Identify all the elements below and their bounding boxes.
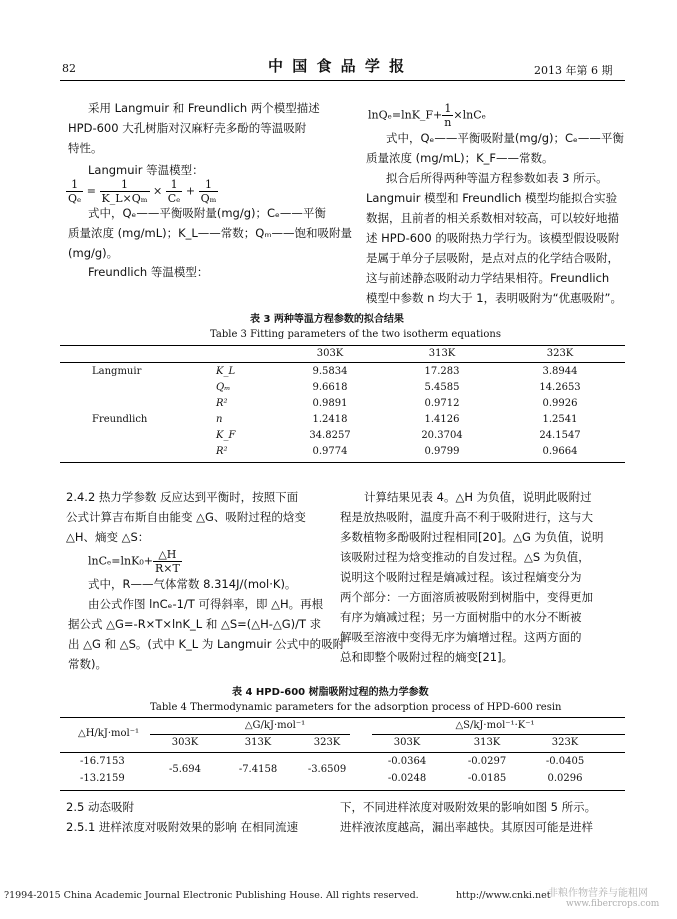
table3-temp-header: 323K	[546, 348, 574, 359]
table3-param-label: K_L	[216, 366, 236, 377]
table4-ds-header: △S/kJ·mol⁻¹·K⁻¹	[455, 720, 535, 731]
section-2-4-2: 2.4.2 热力学参数 反应达到平衡时，按照下面 公式计算吉布斯自由能变 △G、吸附过程的焓变 △H、熵变 △S：	[66, 490, 306, 544]
table4-title-cn: 表 4 HPD-600 树脂吸附过程的热力学参数	[232, 687, 429, 698]
table3-cell: 20.3704	[421, 430, 463, 441]
table4-temp-header: 323K	[313, 737, 341, 748]
watermark-cn: 非粮作物营养与能粗网	[548, 888, 648, 899]
section-2-4-2-continued: 式中，R——气体常数 8.314J/(mol·K)。 由公式作图 lnCₑ-1/T 可得斜率，即 △H。再根 据公式 △G=-R×T×lnK_L 和 △S=(△H-△G)/T 求 出 △G 和 △S。(式中 K_L 为 Langmuir 公式中的吸附 常数)。	[68, 577, 345, 671]
ln-ce-equation: lnCₑ=lnK₀+ $\frac{\triangle H}{R\times T}$	[88, 548, 180, 575]
table4-ds-value: 0.0296	[547, 773, 583, 784]
table3-cell: 0.9774	[312, 446, 348, 457]
table4-bottom-rule	[60, 790, 625, 791]
intro-paragraph: 采用 Langmuir 和 Freundlich 两个模型描述 HPD-600 大孔树脂对汉麻籽壳多酚的等温吸附 特性。	[68, 101, 320, 155]
copyright-line: ?1994-2015 China Academic Journal Electronic Publishing House. All rights reserved.	[4, 890, 419, 901]
table4-ds-value: -0.0405	[545, 756, 585, 767]
table3-cell: 17.283	[424, 366, 460, 377]
table3-param-label: R²	[216, 446, 228, 457]
table4-group-rule-ds	[372, 734, 625, 735]
watermark-url: www.fibercrops.com	[566, 899, 660, 909]
table3-cell: 34.8257	[309, 430, 351, 441]
table3-temp-header: 303K	[316, 348, 344, 359]
table4-ds-value: -0.0185	[467, 773, 507, 784]
table3-cell: 0.9891	[312, 398, 348, 409]
table3-top-rule	[60, 345, 625, 346]
thermo-discussion: 计算结果见表 4。△H 为负值，说明此吸附过 程是放热吸附，温度升高不利于吸附进行，这与大 多数植物多酚吸附过程相同[20]。△G 为负值，说明 该吸附过程为焓变推动的自发过程。△S 为负值， 说明这个吸附过程是熵减过程。该过程熵变分为 两个部分：一方面溶质被吸附到树脂中，变得更加 有序为熵减过程；另一方面树脂中的水分不断被 解吸至溶液中变得无序为熵增过程。这两方面的 总和即整个吸附过程的熵变[21]。	[340, 490, 604, 664]
table3-cell: 3.8944	[542, 366, 578, 377]
langmuir-equation: $\frac{1}{\text{Qₑ}}$ = $\frac{1}{\text{K\_L×Qₘ}}$ × $\frac{1}{\text{Cₑ}}$ + $\frac{1}{\text{Qₘ}}$	[68, 178, 217, 205]
table3-cell: 1.4126	[424, 414, 460, 425]
table3-param-label: K_F	[216, 430, 236, 441]
langmuir-title: Langmuir 等温模型：	[88, 163, 204, 177]
table4-ds-value: -0.0248	[387, 773, 427, 784]
table4-dh-value: -16.7153	[80, 756, 125, 767]
table3-cell: 0.9799	[424, 446, 460, 457]
table3-cell: 0.9712	[424, 398, 460, 409]
journal-title: 中 国 食 品 学 报	[268, 57, 407, 75]
langmuir-description: 式中，Qₑ——平衡吸附量(mg/g)；Cₑ——平衡 质量浓度 (mg/mL)；K_L——常数；Qₘ——饱和吸附量 (mg/g)。	[68, 206, 353, 260]
table3-cell: 9.5834	[312, 366, 348, 377]
table4-temp-header: 303K	[393, 737, 421, 748]
table3-param-label: n	[216, 414, 223, 425]
table3-cell: 5.4585	[424, 382, 460, 393]
table4-temp-header: 303K	[171, 737, 199, 748]
table4-temp-header: 313K	[244, 737, 272, 748]
table4-temp-header: 313K	[473, 737, 501, 748]
page-number: 82	[62, 62, 76, 75]
table3-temp-header: 313K	[428, 348, 456, 359]
table4-top-rule	[60, 717, 625, 718]
table4-ds-value: -0.0297	[467, 756, 507, 767]
table3-title-en: Table 3 Fitting parameters of the two isotherm equations	[210, 329, 501, 340]
table4-head-rule	[60, 752, 625, 753]
section-2-5: 2.5 动态吸附 2.5.1 进样浓度对吸附效果的影响 在相同流速	[66, 800, 299, 834]
table4-dh-value: -13.2159	[80, 773, 125, 784]
table3-cell: 1.2418	[312, 414, 348, 425]
table3-cell: 9.6618	[312, 382, 348, 393]
section-2-5-1-continued: 下，不同进样浓度对吸附效果的影响如图 5 所示。 进样液浓度越高，漏出率越快。其原因可能是进样	[340, 800, 597, 834]
table3-cell: 24.1547	[539, 430, 581, 441]
header-rule	[60, 80, 625, 81]
table3-param-label: Qₘ	[216, 382, 231, 393]
table4-dg-value: -7.4158	[238, 764, 278, 775]
table3-title-cn: 表 3 两种等温方程参数的拟合结果	[250, 314, 404, 325]
table4-group-rule-dg	[150, 734, 350, 735]
table4-dh-header: △H/kJ·mol⁻¹	[78, 728, 140, 739]
table3-bottom-rule	[60, 462, 625, 463]
table4-dg-value: -5.694	[168, 764, 201, 775]
issue-label: 2013 年第 6 期	[534, 64, 613, 77]
freundlich-equation: lnQₑ=lnK_F+ $\frac{1}{n}$ ×lnCₑ	[368, 102, 486, 129]
table4-dg-header: △G/kJ·mol⁻¹	[244, 720, 306, 731]
table4-temp-header: 323K	[551, 737, 579, 748]
table3-cell: 1.2541	[542, 414, 578, 425]
table3-model-label: Langmuir	[92, 366, 142, 377]
cnki-url[interactable]: http://www.cnki.net	[456, 890, 551, 901]
table3-param-label: R²	[216, 398, 228, 409]
table3-cell: 0.9926	[542, 398, 578, 409]
table3-head-rule	[60, 362, 625, 363]
table4-title-en: Table 4 Thermodynamic parameters for the adsorption process of HPD-600 resin	[150, 702, 562, 713]
table4-dg-value: -3.6509	[307, 764, 347, 775]
right-top-paragraph: 式中，Qₑ——平衡吸附量(mg/g)；Cₑ——平衡 质量浓度 (mg/mL)；K_F——常数。 拟合后所得两种等温方程参数如表 3 所示。 Langmuir 模型和 Freundlich 模型均能拟合实验 数据，且前者的相关系数相对较高，可以较好地描 述 HPD-600 的吸附热力学行为。该模型假设吸附 是属于单分子层吸附，是点对点的化学结合吸附， 这与前述静态吸附动力学结果相符。Freundlich 模型中参数 n 均大于 1，表明吸附为“优惠吸附”。	[366, 131, 624, 305]
table3-cell: 0.9664	[542, 446, 578, 457]
table3-cell: 14.2653	[539, 382, 581, 393]
table3-model-label: Freundlich	[92, 414, 148, 425]
freundlich-title: Freundlich 等温模型：	[88, 265, 209, 279]
table4-ds-value: -0.0364	[387, 756, 427, 767]
